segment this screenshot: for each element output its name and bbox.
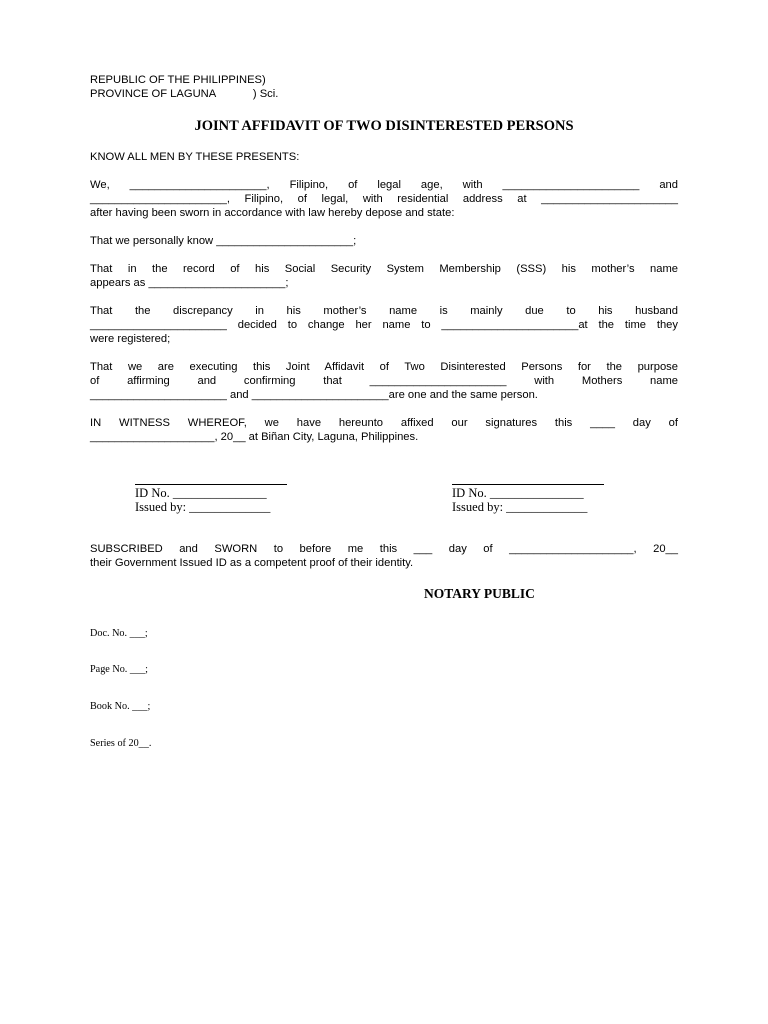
right-id-number: ID No. _______________ (452, 486, 584, 500)
paragraph-subscribed-line-2: their Government Issued ID as a competent proof of their identity. (90, 557, 414, 569)
header-republic: REPUBLIC OF THE PHILIPPINES) (90, 74, 266, 86)
left-issued-by: Issued by: _____________ (135, 500, 271, 514)
notary-public-heading: NOTARY PUBLIC (424, 586, 535, 601)
paragraph-witness-line-1: IN WITNESS WHEREOF, we have hereunto affixed our signatures this ____ day of (90, 417, 678, 429)
series-year: Series of 20__. (90, 738, 152, 750)
doc-number: Doc. No. ___; (90, 627, 148, 639)
header-province: PROVINCE OF LAGUNA ) Sci. (90, 88, 279, 100)
paragraph-subscribed-line-1: SUBSCRIBED and SWORN to before me this ___ day of ____________________, 20__ (90, 543, 678, 555)
paragraph-personally-know: That we personally know ______________________; (90, 235, 357, 247)
signature-line-left (135, 484, 287, 485)
paragraph-witness-line-2: ____________________, 20__ at Biñan City, Laguna, Philippines. (90, 431, 419, 443)
page-number: Page No. ___; (90, 664, 149, 676)
paragraph-purpose-line-3: ______________________ and ______________________are one and the same person. (90, 389, 538, 401)
paragraph-discrepancy-line-2: ______________________ decided to change her name to ______________________at the time they (90, 319, 678, 331)
paragraph-discrepancy-line-1: That the discrepancy in his mother’s name is mainly due to his husband (90, 305, 678, 317)
paragraph-affiants-line-2: ______________________, Filipino, of legal, with residential address at ______________________ (90, 193, 678, 205)
right-issued-by: Issued by: _____________ (452, 500, 588, 514)
document-registry-info (90, 603, 151, 775)
paragraph-affiants-line-3: after having been sworn in accordance with law hereby depose and state: (90, 207, 455, 219)
paragraph-affiants-line-1: We, ______________________, Filipino, of legal age, with ______________________ and (90, 179, 678, 191)
paragraph-sss-record-line-1: That in the record of his Social Security System Membership (SSS) his mother’s name (90, 263, 678, 275)
opening-line: KNOW ALL MEN BY THESE PRESENTS: (90, 151, 300, 163)
document-title: JOINT AFFIDAVIT OF TWO DISINTERESTED PERSONS (194, 118, 574, 134)
paragraph-sss-record-line-2: appears as ______________________; (90, 277, 289, 289)
paragraph-purpose-line-1: That we are executing this Joint Affidavit of Two Disinterested Persons for the purpose (90, 361, 678, 373)
signature-line-right (452, 484, 604, 485)
book-number: Book No. ___; (90, 701, 151, 713)
paragraph-discrepancy-line-3: were registered; (90, 333, 171, 345)
left-id-number: ID No. _______________ (135, 486, 267, 500)
paragraph-purpose-line-2: of affirming and confirming that ______________________ with Mothers name (90, 375, 678, 387)
